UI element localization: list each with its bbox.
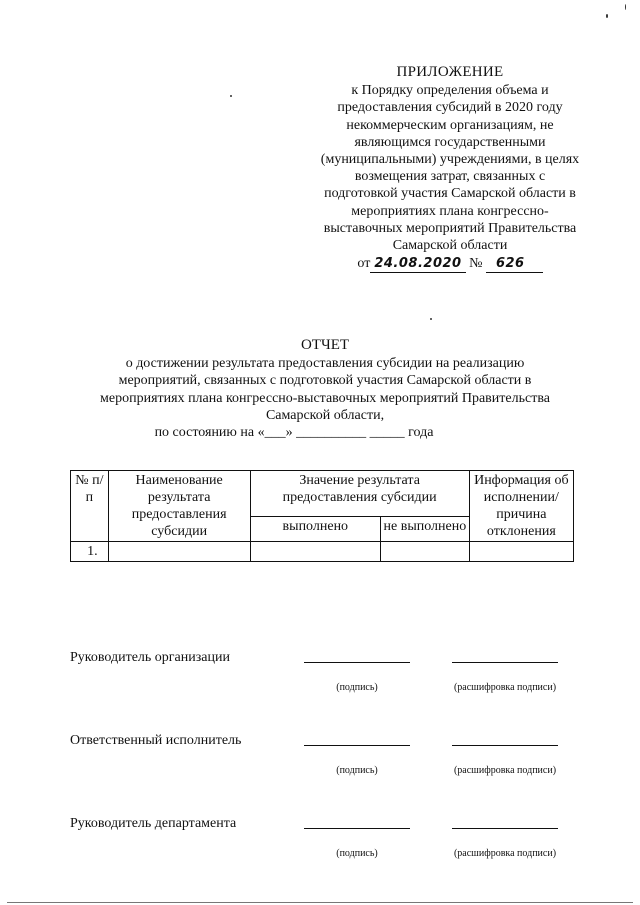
signature-block-head xyxy=(70,650,580,693)
signature-block-department xyxy=(70,816,580,859)
appendix-block xyxy=(300,64,600,273)
appendix-line: к Порядку определения объема и xyxy=(351,83,549,99)
report-title: ОТЧЕТ xyxy=(300,337,350,353)
row-not-done-cell xyxy=(381,542,470,562)
appendix-heading: ПРИЛОЖЕНИЕ xyxy=(396,64,504,80)
signature-caption: (подпись) xyxy=(336,765,378,776)
header-value: Значение результата предоставления субсидии xyxy=(250,471,469,517)
signature-label: Ответственный исполнитель xyxy=(70,733,242,748)
appendix-line: предоставления субсидий в 2020 году xyxy=(337,100,563,116)
name-line xyxy=(452,662,558,663)
appendix-line: возмещения затрат, связанных с xyxy=(354,169,546,185)
appendix-line: мероприятиях плана конгрессно- xyxy=(351,203,549,219)
name-caption: (расшифровка подписи) xyxy=(453,682,557,693)
report-line: о достижении результата предоставления субсидии на реализацию xyxy=(125,356,525,372)
report-line: Самарской области, xyxy=(265,407,385,423)
scan-edge-line xyxy=(7,902,633,903)
scan-speck xyxy=(230,95,232,97)
signature-line xyxy=(304,745,410,746)
appendix-line: некоммерческим организациям, не xyxy=(346,117,554,133)
table-row xyxy=(71,542,574,562)
signature-line xyxy=(304,662,410,663)
appendix-line: являющимся государственными xyxy=(354,134,546,150)
row-info-cell xyxy=(469,542,573,562)
scan-speck xyxy=(606,14,608,18)
handwritten-date: 24.08.2020 xyxy=(370,256,465,273)
signature-caption: (подпись) xyxy=(336,848,378,859)
handwritten-number: 626 xyxy=(486,256,543,273)
report-line: мероприятиях плана конгрессно-выставочных мероприятий Правительства xyxy=(100,390,550,406)
row-num: 1. xyxy=(71,542,109,562)
signature-block-executor xyxy=(70,733,580,776)
header-done: выполнено xyxy=(250,517,380,542)
row-done-cell xyxy=(250,542,380,562)
name-caption: (расшифровка подписи) xyxy=(453,765,557,776)
order-date-number xyxy=(300,255,600,273)
scan-speck xyxy=(430,318,432,320)
signature-caption: (подпись) xyxy=(336,682,378,693)
scan-speck xyxy=(625,4,626,10)
report-date-line: по состоянию на «___» __________ _____ года xyxy=(154,425,434,441)
header-not-done: не выполнено xyxy=(381,517,470,542)
header-info: Информация об исполнении/ причина отклонения xyxy=(469,471,573,542)
header-name: Наименование результата предоставления субсидии xyxy=(108,471,250,542)
number-prefix: № xyxy=(469,256,483,272)
name-line xyxy=(452,828,558,829)
signature-label: Руководитель департамента xyxy=(70,816,237,831)
results-table xyxy=(70,470,574,562)
appendix-line: подготовкой участия Самарской области в xyxy=(324,186,576,202)
appendix-line: (муниципальными) учреждениями, в целях xyxy=(320,152,580,168)
table-header-row xyxy=(71,471,574,517)
signature-line xyxy=(304,828,410,829)
signature-label: Руководитель организации xyxy=(70,650,230,665)
header-num: № п/п xyxy=(71,471,109,542)
report-line: мероприятий, связанных с подготовкой участия Самарской области в xyxy=(118,373,532,389)
name-line xyxy=(452,745,558,746)
appendix-line: Самарской области xyxy=(392,238,508,254)
row-name-cell xyxy=(108,542,250,562)
name-caption: (расшифровка подписи) xyxy=(453,848,557,859)
date-prefix: от xyxy=(357,256,371,272)
appendix-line: выставочных мероприятий Правительства xyxy=(323,220,577,236)
report-header xyxy=(60,337,590,441)
